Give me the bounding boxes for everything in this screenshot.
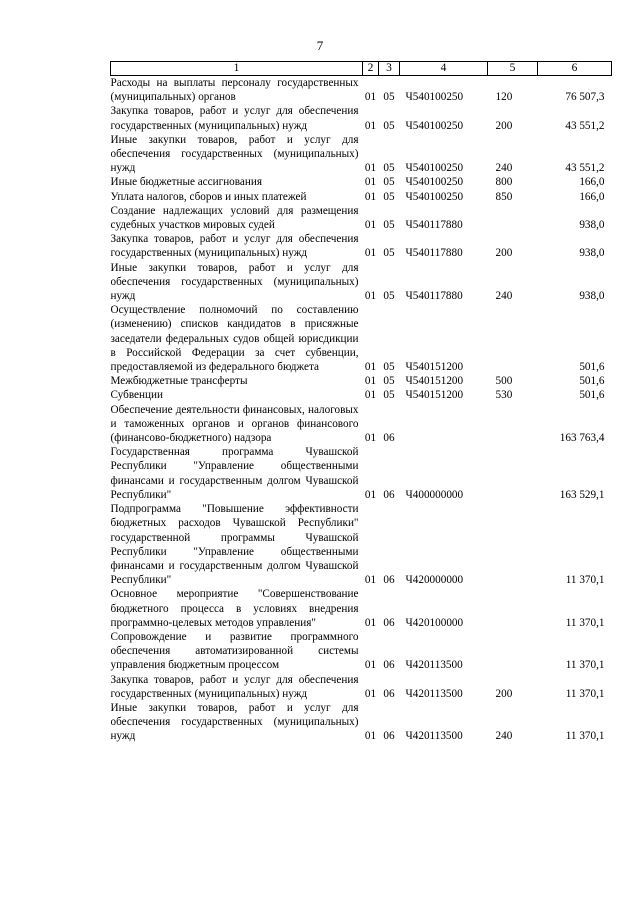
header-col-6: 6: [538, 62, 612, 76]
row-amount: 43 551,2: [565, 119, 605, 132]
row-expense-type: 120: [495, 91, 513, 104]
row-section: 01: [364, 375, 377, 388]
table-row: [111, 445, 612, 502]
row-amount: 11 370,1: [565, 574, 605, 587]
table-row: [111, 232, 612, 260]
row-name: Межбюджетные трансферты: [110, 375, 248, 388]
table-row: [111, 502, 612, 587]
row-amount: 11 370,1: [565, 730, 605, 743]
row-amount: 938,0: [579, 290, 605, 303]
row-subsection: 06: [383, 730, 395, 743]
row-amount: 11 370,1: [565, 616, 605, 629]
header-col-1: 1: [111, 62, 363, 76]
row-section: 01: [364, 432, 377, 445]
page-number: 7: [316, 38, 324, 53]
row-name: Закупка товаров, работ и услуг для обеспечения государственных (муниципальных) нужд: [110, 673, 359, 700]
table-row: [111, 104, 612, 132]
table-row: [111, 374, 612, 388]
table-row: [111, 701, 612, 744]
row-expense-type: 240: [495, 730, 513, 743]
row-name: Создание надлежащих условий для размещения судебных участков мировых судей: [110, 204, 359, 232]
table-row: [111, 175, 612, 189]
row-expense-type: [488, 502, 538, 587]
row-section: 01: [364, 488, 377, 501]
row-target-article: Ч540100250: [405, 176, 464, 189]
row-target-article: Ч540100250: [405, 190, 464, 203]
table-row: [111, 630, 612, 673]
row-section: 01: [364, 389, 377, 402]
row-amount: 11 370,1: [565, 659, 605, 672]
row-section: 01: [364, 91, 377, 104]
table-row: [111, 303, 612, 374]
row-name: Расходы на выплаты персоналу государственных (муниципальных) органов: [110, 77, 359, 104]
table-body: [111, 76, 612, 744]
table-row: [111, 190, 612, 204]
row-subsection: 05: [383, 176, 395, 189]
row-section: 01: [364, 247, 377, 260]
row-name: Иные бюджетные ассигнования: [110, 176, 262, 189]
row-target-article: Ч400000000: [405, 488, 464, 501]
table-row: [111, 388, 612, 402]
row-section: 01: [364, 730, 377, 743]
table-row: [111, 673, 612, 701]
row-expense-type: [488, 204, 538, 232]
row-expense-type: [488, 445, 538, 502]
row-subsection: 05: [383, 389, 395, 402]
row-subsection: 05: [383, 162, 395, 175]
budget-table: [110, 61, 612, 744]
table-header-row: [111, 62, 612, 76]
header-col-2: 2: [363, 62, 379, 76]
row-name: Иные закупки товаров, работ и услуг для обеспечения государственных (муниципальных) нужд: [110, 133, 359, 175]
row-subsection: 06: [383, 616, 395, 629]
row-subsection: 05: [383, 91, 395, 104]
row-expense-type: 200: [495, 687, 513, 700]
row-expense-type: 500: [495, 375, 513, 388]
row-subsection: 06: [383, 432, 395, 445]
row-target-article: Ч540151200: [405, 389, 464, 402]
row-amount: 501,6: [579, 375, 605, 388]
row-amount: 11 370,1: [565, 687, 605, 700]
row-target-article: Ч540117880: [405, 290, 463, 303]
row-section: 01: [364, 687, 377, 700]
row-amount: 501,6: [579, 389, 605, 402]
row-target-article: [400, 403, 488, 446]
row-amount: 501,6: [579, 361, 605, 374]
table-row: [111, 587, 612, 630]
row-target-article: Ч420113500: [405, 687, 463, 700]
row-amount: 938,0: [579, 219, 605, 232]
row-section: 01: [364, 176, 377, 189]
row-expense-type: 240: [495, 290, 513, 303]
row-subsection: 06: [383, 488, 395, 501]
row-expense-type: 800: [495, 176, 513, 189]
row-target-article: Ч540117880: [405, 219, 463, 232]
table-row: [111, 261, 612, 304]
table-row: [111, 403, 612, 446]
row-name: Осуществление полномочий по составлению (изменению) списков кандидатов в присяжные заседатели федеральных судов общей юрисдикции в Российской Федерации за счет субвенции, предоставляемой из федерального бюджета: [110, 304, 359, 374]
row-name: Основное мероприятие "Совершенствование бюджетного процесса в условиях внедрения программно-целевых методов управления": [110, 588, 359, 629]
row-name: Иные закупки товаров, работ и услуг для обеспечения государственных (муниципальных) нужд: [110, 701, 359, 743]
row-section: 01: [364, 119, 377, 132]
table-row: [111, 133, 612, 176]
row-name: Обеспечение деятельности финансовых, налоговых и таможенных органов и органов финансового (финансово-бюджетного) надзора: [110, 403, 359, 445]
row-section: 01: [364, 290, 377, 303]
row-section: 01: [364, 616, 377, 629]
row-name: Субвенции: [110, 389, 163, 402]
row-target-article: Ч420113500: [405, 659, 463, 672]
row-amount: 166,0: [579, 190, 605, 203]
row-target-article: Ч420113500: [405, 730, 463, 743]
row-amount: 76 507,3: [565, 91, 605, 104]
row-section: 01: [364, 162, 377, 175]
row-name: Закупка товаров, работ и услуг для обеспечения государственных (муниципальных) нужд: [110, 233, 359, 260]
row-amount: 163 763,4: [559, 432, 605, 445]
row-subsection: 06: [383, 687, 395, 700]
row-subsection: 05: [383, 290, 395, 303]
row-expense-type: [488, 630, 538, 673]
row-target-article: Ч540100250: [405, 119, 464, 132]
row-target-article: Ч540151200: [405, 361, 464, 374]
row-name: Подпрограмма "Повышение эффективности бюджетных расходов Чувашской Республики" государственной программы Чувашской Республики "Управление общественными финансами и государственным долгом Чувашской Республики": [110, 503, 359, 587]
row-expense-type: [488, 587, 538, 630]
row-target-article: Ч540100250: [405, 91, 464, 104]
row-section: 01: [364, 219, 377, 232]
row-expense-type: 200: [495, 119, 513, 132]
row-expense-type: 850: [495, 190, 513, 203]
row-name: Государственная программа Чувашской Республики "Управление общественными финансами и государственным долгом Чувашской Республики": [110, 446, 359, 501]
row-expense-type: 240: [495, 162, 513, 175]
row-subsection: 06: [383, 659, 395, 672]
table-row: [111, 76, 612, 105]
table-row: [111, 204, 612, 232]
row-amount: 163 529,1: [559, 488, 605, 501]
row-subsection: 05: [383, 247, 395, 260]
row-section: 01: [364, 190, 377, 203]
row-target-article: Ч540151200: [405, 375, 464, 388]
row-section: 01: [364, 574, 377, 587]
row-subsection: 05: [383, 190, 395, 203]
row-expense-type: 530: [495, 389, 513, 402]
row-section: 01: [364, 361, 377, 374]
row-section: 01: [364, 659, 377, 672]
header-col-3: 3: [379, 62, 400, 76]
row-name: Уплата налогов, сборов и иных платежей: [110, 190, 307, 203]
row-subsection: 05: [383, 375, 395, 388]
header-col-5: 5: [488, 62, 538, 76]
row-name: Закупка товаров, работ и услуг для обеспечения государственных (муниципальных) нужд: [110, 105, 359, 132]
row-amount: 43 551,2: [565, 162, 605, 175]
row-target-article: Ч540117880: [405, 247, 463, 260]
row-expense-type: [488, 403, 538, 446]
row-name: Сопровождение и развитие программного обеспечения автоматизированной системы управления бюджетным процессом: [110, 630, 359, 672]
row-amount: 166,0: [579, 176, 605, 189]
row-expense-type: 200: [495, 247, 513, 260]
row-target-article: Ч420000000: [405, 574, 464, 587]
row-subsection: 05: [383, 361, 395, 374]
row-name: Иные закупки товаров, работ и услуг для обеспечения государственных (муниципальных) нужд: [110, 261, 359, 303]
row-subsection: 05: [383, 219, 395, 232]
header-col-4: 4: [400, 62, 488, 76]
row-amount: 938,0: [579, 247, 605, 260]
row-subsection: 05: [383, 119, 395, 132]
row-target-article: Ч420100000: [405, 616, 464, 629]
row-subsection: 06: [383, 574, 395, 587]
row-target-article: Ч540100250: [405, 162, 464, 175]
row-expense-type: [488, 303, 538, 374]
